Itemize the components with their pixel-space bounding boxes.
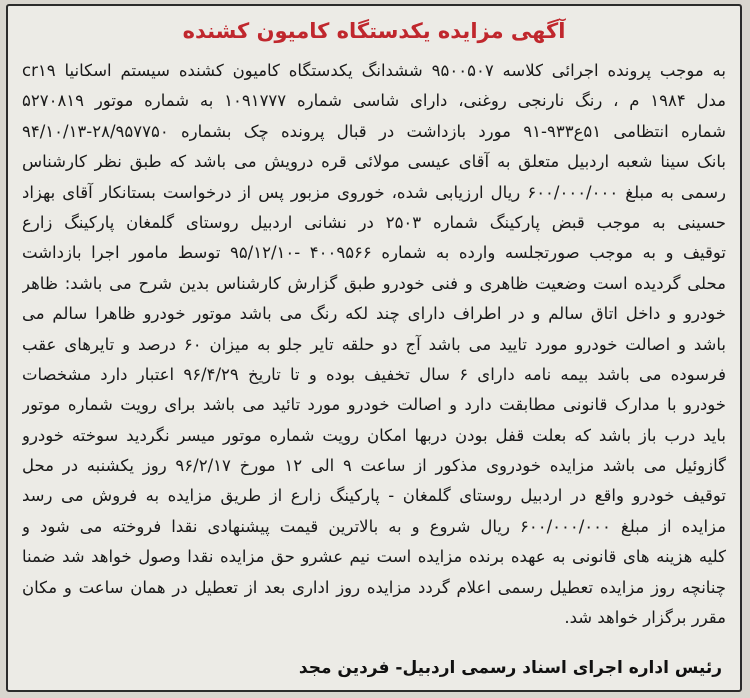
notice-line: شماره انتظامی ۵۱ع۹۳۳-۹۱ مورد بازداشت در قبال پرونده چک بشماره ۲۸/۹۵۷۷۵۰-۹۴/۱۰/۱۳: [22, 121, 726, 141]
notice-line: مدل ۱۹۸۴ م ، رنگ نارنجی روغنی، دارای شاسی شماره ۱۰۹۱۷۷۷ به شماره موتور ۵۲۷۰۸۱۹: [22, 91, 726, 111]
notice-line: محلی گردیده است وضعیت ظاهری و فنی خودرو طبق گزارش کارشناس بدین شرح می باشد: ظاهر: [22, 273, 726, 293]
signature-line: رئیس اداره اجرای اسناد رسمی اردبیل- فردین مجد: [298, 658, 722, 678]
notice-line: باید درب باز باشد که بعلت قفل بودن دربها امکان رویت شماره موتور میسر نگردید سوخته خودرو: [22, 425, 726, 445]
notice-line: چنانچه روز مزایده تعطیل رسمی اعلام گردد مزایده روز اداری بعد از تعطیل در همان ساعت و مکان: [22, 577, 726, 597]
notice-title: آگهی مزایده یکدستگاه کامیون کشنده: [182, 19, 566, 43]
notice-line: مقرر برگزار خواهد شد.: [564, 608, 726, 628]
notice-body: [22, 56, 726, 633]
notice-line: کلیه هزینه های قانونی به عهده برنده مزایده است نیم عشرو حق مزایده نقدا وصول خواهد شد ضمنا: [22, 547, 726, 567]
notice-line: فرسوده می باشد بیمه نامه دارای ۶ سال تخفیف بوده و تا تاریخ ۹۶/۴/۲۹ اعتبار دارد مشخصات: [22, 364, 726, 384]
notice-line: بانک سینا شعبه اردبیل متعلق به آقای عیسی مولائی قره درویش می باشد که طبق نظر کارشناس: [22, 152, 726, 172]
notice-line: حسینی به موجب قبض پارکینگ شماره ۲۵۰۳ در نشانی اردبیل روستای گلمغان پارکینگ زارع: [22, 212, 726, 232]
notice-line: به موجب پرونده اجرائی کلاسه ۹۵۰۰۵۰۷ ششدانگ یکدستگاه کامیون کشنده سیستم اسکانیا cr۱۹: [22, 61, 726, 80]
notice-line: گازوئیل می باشد مزایده خودروی مذکور از ساعت ۹ الی ۱۲ مورخ ۹۶/۲/۱۷ روز یکشنبه در محل: [22, 456, 726, 476]
notice-line: خودرو با مدارک قانونی مطابقت دارد و اصالت خودرو مورد تائید می باشد برای رویت شماره موتور: [22, 395, 726, 415]
notice-line: مزایده از مبلغ ۶۰۰/۰۰۰/۰۰۰ ریال شروع و به بالاترین قیمت پیشنهادی نقدا فروخته می شود و: [22, 516, 726, 536]
newspaper-clipping: [6, 4, 742, 692]
notice-line: خودرو و داخل اتاق سالم و در اطراف دارای چند لکه رنگ می باشد موتور خودرو ظاهرا سالم می: [22, 304, 726, 324]
notice-line: باشد و اصالت خودرو مورد تایید می باشد آج دو حلقه تایر جلو به میزان ۶۰ درصد و تایرهای عقب: [22, 334, 726, 354]
notice-line: رسمی به مبلغ ۶۰۰/۰۰۰/۰۰۰ ریال ارزیابی شده، خوروی مزبور پس از درخواست بستانکار آقای بهزاد: [22, 182, 726, 202]
notice-line: توقیف خودرو واقع در اردبیل روستای گلمغان - پارکینگ زارع از طریق مزایده به فروش می رسد: [22, 486, 726, 506]
notice-line: توقیف و به موجب صورتجلسه وارده به شماره ۴۰۰۹۵۶۶ -۹۵/۱۲/۱۰ توسط مامور اجرا بازداشت: [22, 243, 726, 263]
